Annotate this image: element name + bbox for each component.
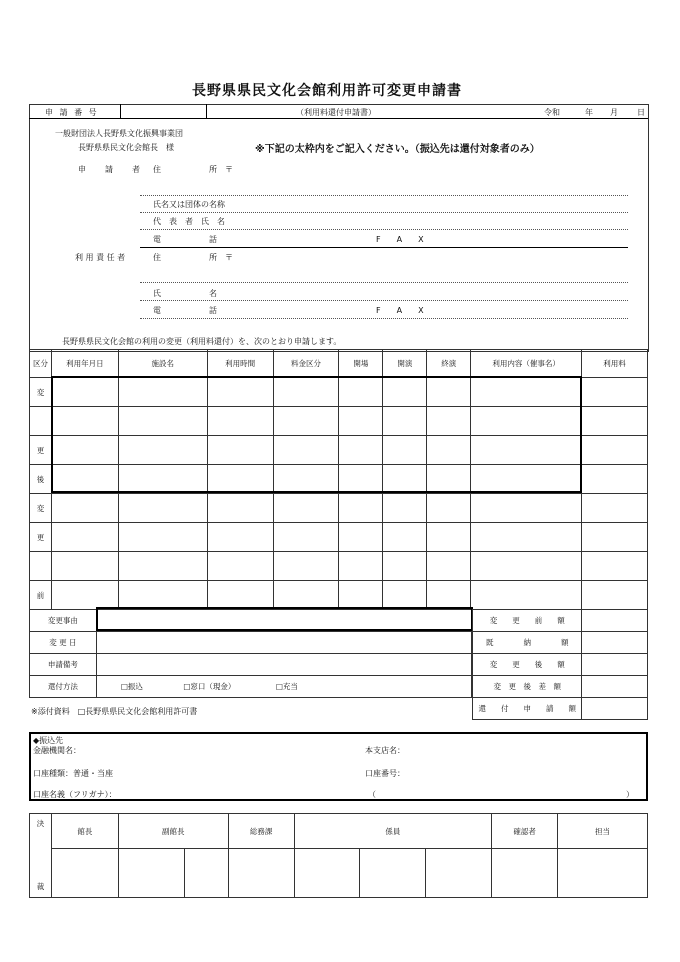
bank-heading: ◆振込先: [33, 736, 64, 745]
approval-vice-director: 副館長: [118, 814, 228, 849]
applicant-address-label: 住 所 〒: [153, 165, 233, 174]
header-facility: 施設名: [118, 350, 207, 378]
account-number-label: 口座番号：: [365, 769, 405, 778]
before-char: 更: [30, 523, 52, 552]
amount-paid-label: 既 納 額: [473, 632, 582, 654]
refund-note: （利用料還付申請書）: [296, 108, 376, 117]
application-number-label: 申 請 番 号: [45, 108, 99, 117]
era-label: 令和: [544, 108, 560, 117]
application-number-field[interactable]: [121, 105, 205, 117]
approval-in-charge: 担当: [558, 814, 648, 849]
account-type-label: 口座種類：普通・当座: [33, 769, 113, 778]
applicant-label: 申 請 者: [78, 165, 141, 174]
manager-tel-label: 電 話: [153, 306, 217, 315]
account-holder-label: 口座名義（フリガナ）：: [33, 790, 117, 799]
header-time: 利用時間: [207, 350, 273, 378]
after-change-thick-frame: [51, 376, 582, 493]
amount-diff-field[interactable]: [582, 676, 648, 698]
applicant-fax-label: F A X: [376, 235, 424, 244]
amount-after-label: 変 更 後 額: [473, 654, 582, 676]
option-window-checkbox[interactable]: □窓口（現金）: [183, 682, 236, 691]
manager-fax-label: F A X: [376, 306, 424, 315]
stamp-cell[interactable]: [558, 849, 648, 898]
change-date-field[interactable]: [96, 632, 471, 654]
amount-before-field[interactable]: [582, 610, 648, 632]
stamp-cell[interactable]: [118, 849, 184, 898]
addressee-org: 一般財団法人長野県文化振興事業団: [55, 129, 183, 138]
addressee-chief: 長野県県民文化会館長 様: [78, 143, 174, 152]
amount-after-field[interactable]: [582, 654, 648, 676]
header-start: 開演: [383, 350, 427, 378]
holder-paren-close: ）: [626, 790, 634, 799]
stamp-cell[interactable]: [51, 849, 118, 898]
option-offset-checkbox[interactable]: □充当: [275, 682, 298, 691]
stamp-cell[interactable]: [184, 849, 228, 898]
applicant-name-label: 氏名又は団体の名称: [153, 200, 225, 209]
header-end: 終演: [427, 350, 471, 378]
approval-label-top: 決: [36, 819, 45, 828]
manager-address-label: 住 所 〒: [153, 253, 233, 262]
remarks-label: 申請備考: [30, 654, 97, 676]
approval-table: [29, 813, 648, 898]
bank-name-label: 金融機関名：: [33, 746, 81, 755]
stamp-cell[interactable]: [228, 849, 294, 898]
amount-before-label: 変 更 前 額: [473, 610, 582, 632]
day-label: 日: [637, 108, 645, 117]
after-char: 後: [30, 465, 52, 494]
change-date-label: 変 更 日: [30, 632, 97, 654]
after-char: 変: [30, 378, 52, 407]
approval-label-bottom: 裁: [36, 882, 45, 891]
stamp-cell[interactable]: [360, 849, 426, 898]
approval-staff: 係員: [294, 814, 492, 849]
attachment-note: ※添付資料 □長野県県民文化会館利用許可書: [31, 707, 198, 716]
manager-name-label: 氏 名: [153, 289, 217, 298]
remarks-field[interactable]: [96, 654, 471, 676]
stamp-cell[interactable]: [492, 849, 558, 898]
instruction-notice: ※下記の太枠内をご記入ください。（振込先は還付対象者のみ）: [255, 144, 540, 155]
header-category: 区分: [30, 350, 52, 378]
amount-refund-field[interactable]: [582, 698, 648, 720]
year-label: 年: [585, 108, 593, 117]
before-char: 変: [30, 494, 52, 523]
application-statement: 長野県県民文化会館の利用の変更（利用料還付）を、次のとおり申請します。: [62, 337, 342, 346]
approval-director: 館長: [51, 814, 118, 849]
stamp-cell[interactable]: [294, 849, 360, 898]
stamp-cell[interactable]: [426, 849, 492, 898]
refund-method-label: 還付方法: [30, 676, 97, 698]
bank-transfer-frame: [29, 732, 648, 801]
approval-general-affairs: 総務課: [228, 814, 294, 849]
header-doors-open: 開場: [339, 350, 383, 378]
before-char: 前: [30, 581, 52, 610]
month-label: 月: [610, 108, 618, 117]
reason-label: 変更事由: [30, 610, 97, 632]
table-row[interactable]: [30, 494, 648, 523]
table-row[interactable]: [30, 552, 648, 581]
header-event: 利用内容（催事名）: [471, 350, 582, 378]
applicant-tel-label: 電 話: [153, 235, 217, 244]
header-fee-class: 料金区分: [273, 350, 339, 378]
header-date: 利用年月日: [51, 350, 118, 378]
amount-diff-label: 変 更 後 差 額: [473, 676, 582, 698]
holder-paren-open: （: [368, 790, 376, 799]
option-transfer-checkbox[interactable]: □振込: [120, 682, 143, 691]
approval-checker: 確認者: [492, 814, 558, 849]
page-title: 長野県県民文化会館利用許可変更申請書: [192, 83, 462, 99]
branch-label: 本支店名：: [365, 746, 405, 755]
header-fee: 利用料: [582, 350, 648, 378]
amounts-table: [472, 609, 648, 720]
manager-label: 利 用 責 任 者: [75, 253, 126, 262]
table-row[interactable]: [30, 523, 648, 552]
table-row[interactable]: [30, 581, 648, 610]
representative-label: 代 表 者 氏 名: [153, 217, 225, 226]
amount-refund-label: 還 付 申 請 額: [473, 698, 582, 720]
after-char: 更: [30, 436, 52, 465]
reason-thick-frame: [96, 607, 473, 631]
amount-paid-field[interactable]: [582, 632, 648, 654]
